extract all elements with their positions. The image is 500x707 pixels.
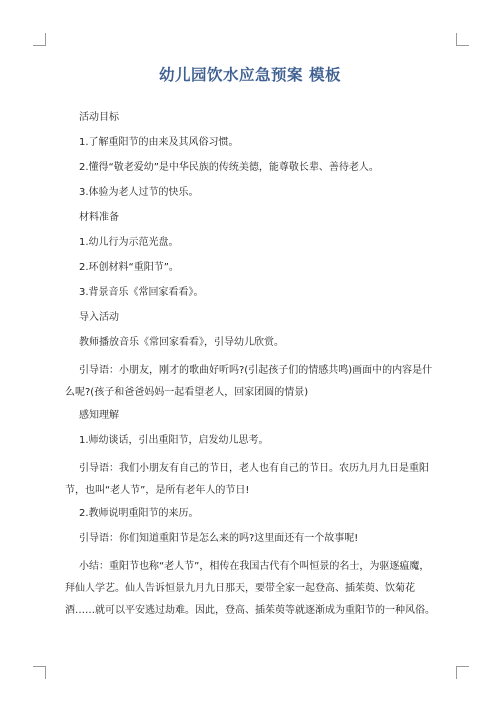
perceive-paragraph-1: 1.师幼谈话，引出重阳节，启发幼儿思考。 xyxy=(79,435,269,446)
document-body xyxy=(65,110,437,626)
document-title: 幼儿园饮水应急预案 模板 xyxy=(159,66,341,84)
material-item-3: 3.背景音乐《常回家看看》。 xyxy=(79,287,204,298)
crop-mark-top-left xyxy=(33,33,46,46)
intro-paragraph-2: 引导语：小朋友，刚才的歌曲好听吗?(引起孩子们的情感共鸣)画面中的内容是什么呢?(孩子和爸爸妈妈一起看望老人，回家团圆的情景) xyxy=(65,365,433,398)
section-heading-intro: 导入活动 xyxy=(79,312,119,323)
intro-paragraph-1: 教师播放音乐《常回家看看》，引导幼儿欣赏。 xyxy=(79,337,284,348)
goal-item-2: 2.懂得“敬老爱幼”是中华民族的传统美德，能尊敬长辈、善待老人。 xyxy=(79,162,379,173)
material-item-1: 1.幼儿行为示范光盘。 xyxy=(79,237,179,248)
goal-item-3: 3.体验为老人过节的快乐。 xyxy=(79,187,199,198)
section-heading-perceive: 感知理解 xyxy=(79,410,119,421)
perceive-paragraph-4: 引导语：你们知道重阳节是怎么来的吗?这里面还有一个故事呢! xyxy=(79,533,359,544)
perceive-paragraph-3: 2.教师说明重阳节的来历。 xyxy=(79,508,199,519)
material-item-2: 2.环创材料“重阳节”。 xyxy=(79,262,179,273)
crop-mark-bottom-right xyxy=(456,666,469,679)
section-heading-material: 材料准备 xyxy=(79,212,119,223)
perceive-paragraph-5: 小结：重阳节也称“老人节”，相传在我国古代有个叫恒景的名士，为驱逐瘟魔，拜仙人学艺。仙人告诉恒景九月九日那天，要带全家一起登高、插茱萸、饮菊花酒……就可以平安逃过劫难。因此，登高、插茱萸等就逐渐成为重阳节的一种风俗。 xyxy=(65,561,435,616)
crop-mark-top-right xyxy=(456,33,469,46)
section-heading-goal: 活动目标 xyxy=(79,112,119,123)
crop-mark-bottom-left xyxy=(33,666,46,679)
goal-item-1: 1.了解重阳节的由来及其风俗习惯。 xyxy=(79,137,239,148)
perceive-paragraph-2: 引导语：我们小朋友有自己的节日，老人也有自己的节日。农历九月九日是重阳节，也叫“老人节”，是所有老年人的节日! xyxy=(65,463,429,496)
